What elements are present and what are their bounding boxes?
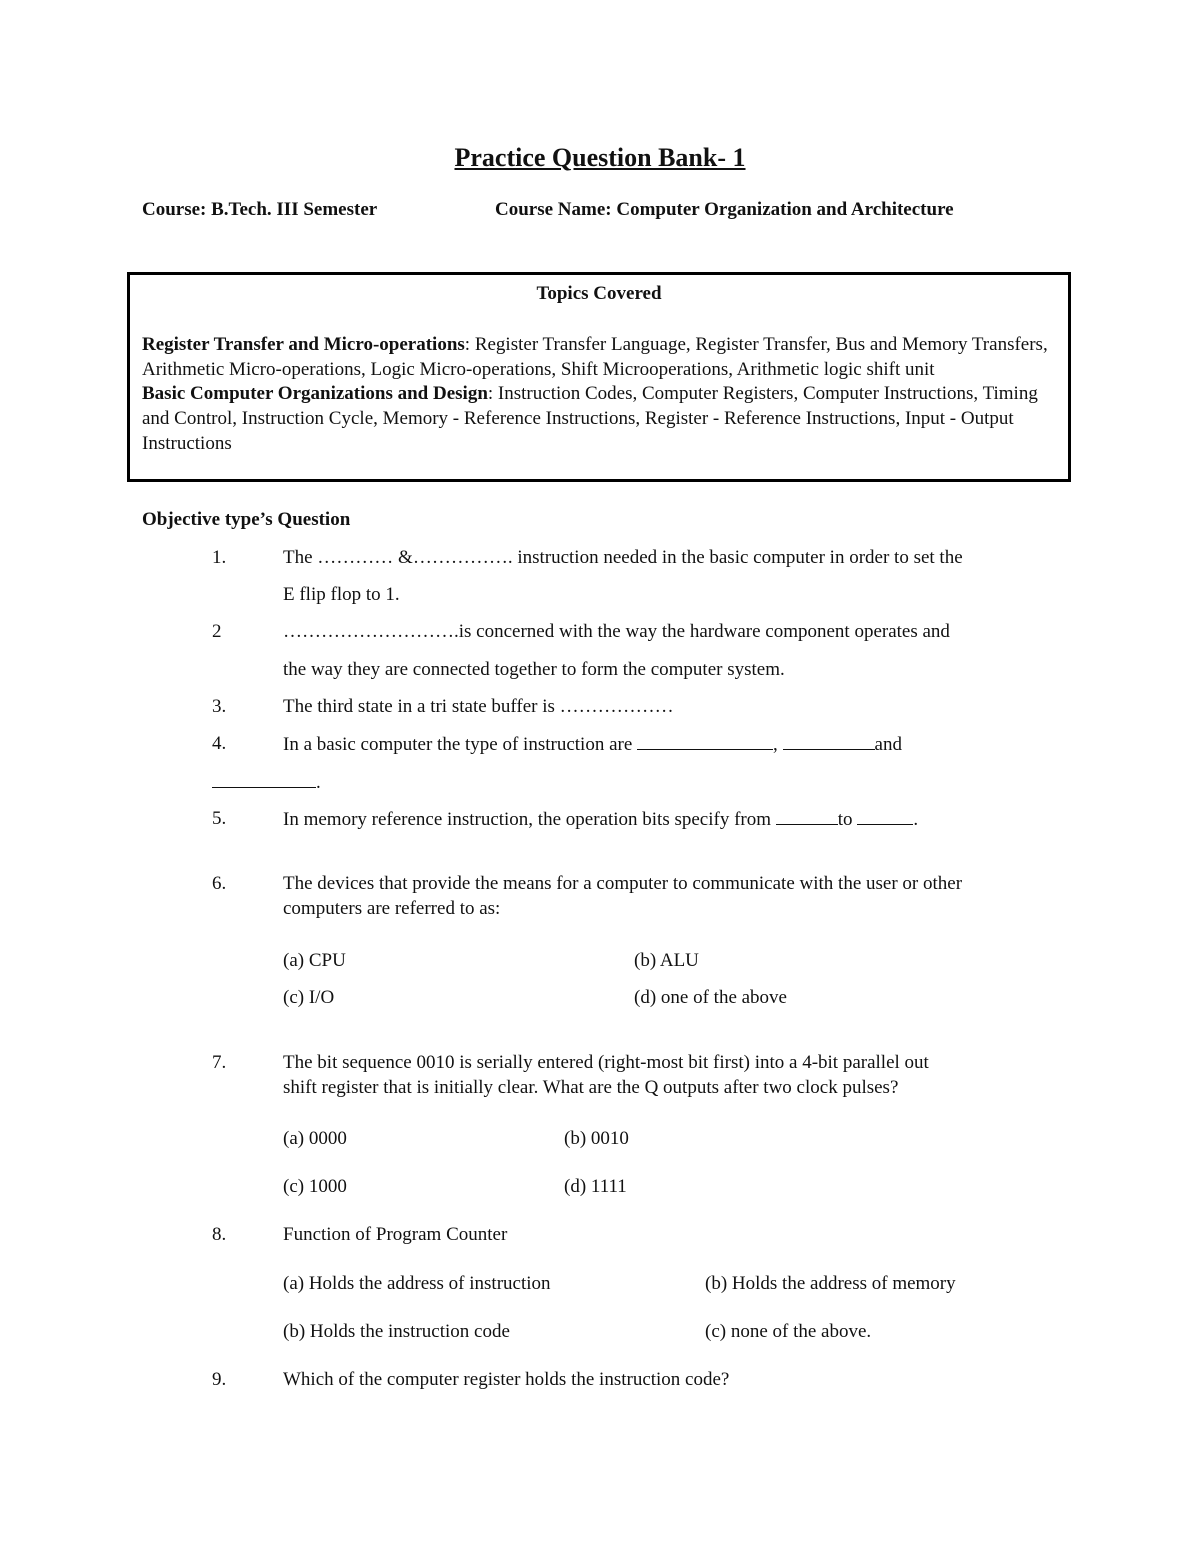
option-item: (c) I/O — [283, 987, 335, 1008]
option-item: (a) Holds the address of instruction — [283, 1273, 551, 1294]
question-6-line2: computers are referred to as: — [283, 898, 501, 919]
question-7-line2: shift register that is initially clear. What are the Q outputs after two clock pulses? — [283, 1077, 899, 1098]
question-7-line1: The bit sequence 0010 is serially entered (right-most bit first) into a 4-bit parallel out — [283, 1052, 929, 1073]
question-1-line2: E flip flop to 1. — [283, 584, 400, 605]
unit2-text: : Instruction Codes, Computer Registers, Computer Instructions, Timing and Control, Instruction Cycle, Memory - Reference Instructions, Register - Reference Instructions, Input - Output Instructions — [142, 383, 1038, 454]
question-5-end: . — [913, 809, 919, 830]
question-4-text-a: In a basic computer the type of instruction are — [283, 734, 638, 755]
answer-blank — [776, 808, 838, 825]
topics-heading: Topics Covered — [536, 283, 662, 304]
option-item: (a) CPU — [283, 950, 346, 971]
question-number: 4. — [212, 733, 227, 754]
question-number: 6. — [212, 873, 227, 894]
question-4-text-b: and — [874, 734, 902, 755]
option-item: (a) 0000 — [283, 1128, 347, 1149]
question-9-text: Which of the computer register holds the instruction code? — [283, 1369, 730, 1390]
question-3-text: The third state in a tri state buffer is ……………… — [283, 696, 674, 717]
section-title: Objective type’s Question — [142, 509, 351, 530]
question-4-continuation — [212, 771, 321, 794]
topics-list — [142, 333, 1062, 457]
question-number: 1. — [212, 547, 227, 568]
question-5-text-a: In memory reference instruction, the operation bits specify from — [283, 809, 776, 830]
unit1-text: : Register Transfer Language, Register Transfer, Bus and Memory Transfers, Arithmetic Micro-operations, Logic Micro-operations, Shift Microoperations, Arithmetic logic shift unit — [142, 334, 1048, 380]
answer-blank — [857, 808, 913, 825]
question-number: 2 — [212, 621, 222, 642]
unit1-title: Register Transfer and Micro-operations — [142, 334, 465, 355]
answer-blank — [212, 771, 316, 788]
question-8-text: Function of Program Counter — [283, 1224, 508, 1245]
topics-covered-box — [127, 272, 1071, 482]
question-1-line1: The ………… &……………. instruction needed in the basic computer in order to set the — [283, 547, 963, 568]
answer-blank — [637, 733, 773, 750]
option-item: (c) 1000 — [283, 1176, 347, 1197]
option-item: (b) Holds the address of memory — [705, 1273, 956, 1294]
page-title: Practice Question Bank- 1 — [454, 143, 746, 172]
question-number: 9. — [212, 1369, 227, 1390]
question-2-line2: the way they are connected together to form the computer system. — [283, 659, 785, 680]
option-item: (c) none of the above. — [705, 1321, 872, 1342]
question-number: 3. — [212, 696, 227, 717]
question-4-text — [283, 733, 902, 756]
course-label: Course: B.Tech. III Semester — [142, 199, 378, 220]
question-5-text — [283, 808, 918, 831]
unit2-title: Basic Computer Organizations and Design — [142, 383, 488, 405]
question-number: 8. — [212, 1224, 227, 1245]
option-item: (d) 1111 — [564, 1176, 627, 1197]
option-item: (b) Holds the instruction code — [283, 1321, 510, 1342]
option-item: (b) ALU — [634, 950, 699, 971]
option-item: (b) 0010 — [564, 1128, 629, 1149]
question-number: 7. — [212, 1052, 227, 1073]
answer-blank — [783, 733, 875, 750]
question-number: 5. — [212, 808, 227, 829]
option-item: (d) one of the above — [634, 987, 787, 1008]
question-5-text-b: to — [837, 809, 858, 830]
course-name-label: Course Name: Computer Organization and Architecture — [495, 199, 954, 220]
question-4-end: . — [316, 772, 321, 793]
question-6-line1: The devices that provide the means for a computer to communicate with the user or other — [283, 873, 963, 894]
question-2-line1: ……………………….is concerned with the way the hardware component operates and — [283, 621, 950, 642]
question-4-separator: , — [773, 734, 783, 755]
